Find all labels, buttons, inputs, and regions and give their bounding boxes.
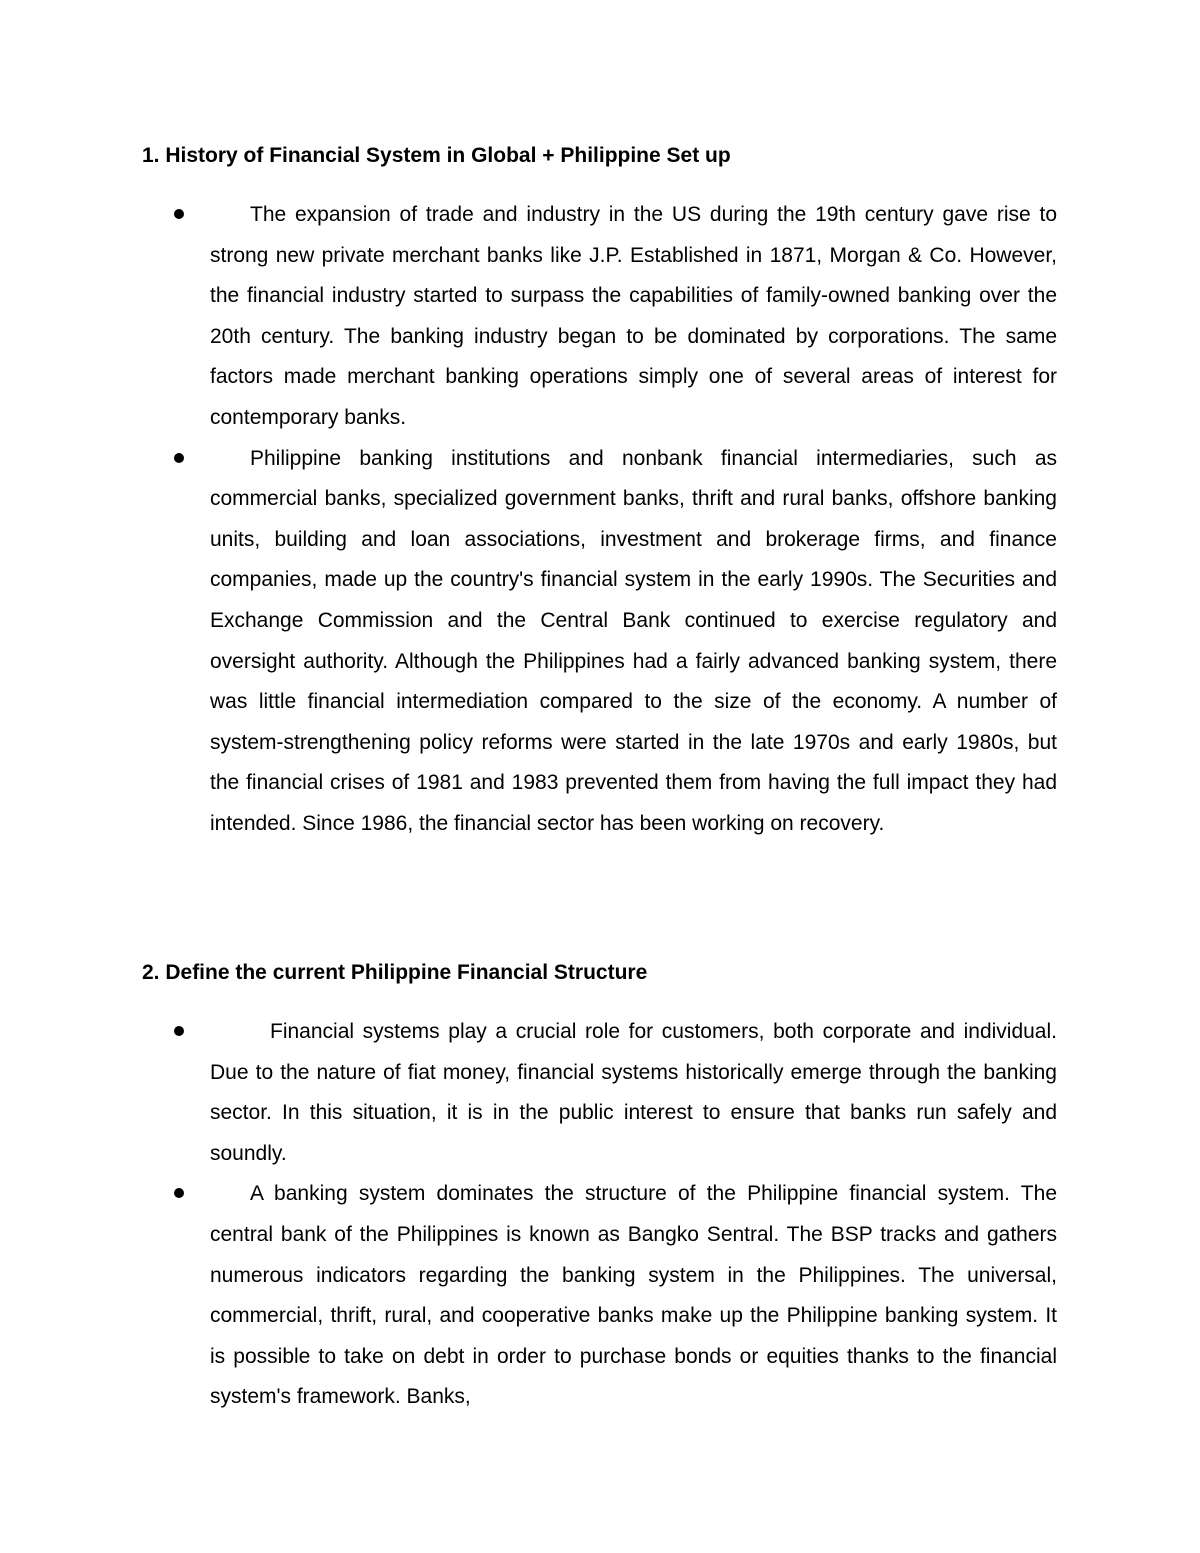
section-heading-structure: 2. Define the current Philippine Financial Structure bbox=[142, 961, 648, 984]
bullet-dot-icon bbox=[174, 1026, 184, 1036]
list-item bbox=[0, 195, 1200, 439]
section-heading-history: 1. History of Financial System in Global + Philippine Set up bbox=[142, 144, 731, 167]
paragraph-text: Financial systems play a crucial role for customers, both corporate and individual. Due to the nature of fiat money, financial systems historically emerge through the banking sector. In this situation, it is in the public interest to ensure that banks run safely and soundly. bbox=[210, 1020, 1057, 1165]
bullet-list-history bbox=[0, 195, 1200, 845]
paragraph-text: A banking system dominates the structure of the Philippine financial system. The central bank of the Philippines is known as Bangko Sentral. The BSP tracks and gathers numerous indicators regarding the banking system in the Philippines. The universal, commercial, thrift, rural, and cooperative banks make up the Philippine banking system. It is possible to take on debt in order to purchase bonds or equities thanks to the financial system's framework. Banks, bbox=[210, 1182, 1057, 1409]
bullet-list-structure bbox=[0, 1012, 1200, 1418]
bullet-dot-icon bbox=[174, 453, 184, 463]
list-item bbox=[0, 439, 1200, 845]
list-item bbox=[0, 1012, 1200, 1174]
paragraph-text: The expansion of trade and industry in the US during the 19th century gave rise to strong new private merchant banks like J.P. Established in 1871, Morgan & Co. However, the financial industry started to surpass the capabilities of family-owned banking over the 20th century. The banking industry began to be dominated by corporations. The same factors made merchant banking operations simply one of several areas of interest for contemporary banks. bbox=[210, 203, 1057, 429]
bullet-dot-icon bbox=[174, 209, 184, 219]
list-item bbox=[0, 1174, 1200, 1418]
bullet-dot-icon bbox=[174, 1188, 184, 1198]
paragraph-text: Philippine banking institutions and nonbank financial intermediaries, such as commercial banks, specialized government banks, thrift and rural banks, offshore banking units, building and loan associations, investment and brokerage firms, and finance companies, made up the country's financial system in the early 1990s. The Securities and Exchange Commission and the Central Bank continued to exercise regulatory and oversight authority. Although the Philippines had a fairly advanced banking system, there was little financial intermediation compared to the size of the economy. A number of system-strengthening policy reforms were started in the late 1970s and early 1980s, but the financial crises of 1981 and 1983 prevented them from having the full impact they had intended. Since 1986, the financial sector has been working on recovery. bbox=[210, 446, 1057, 835]
